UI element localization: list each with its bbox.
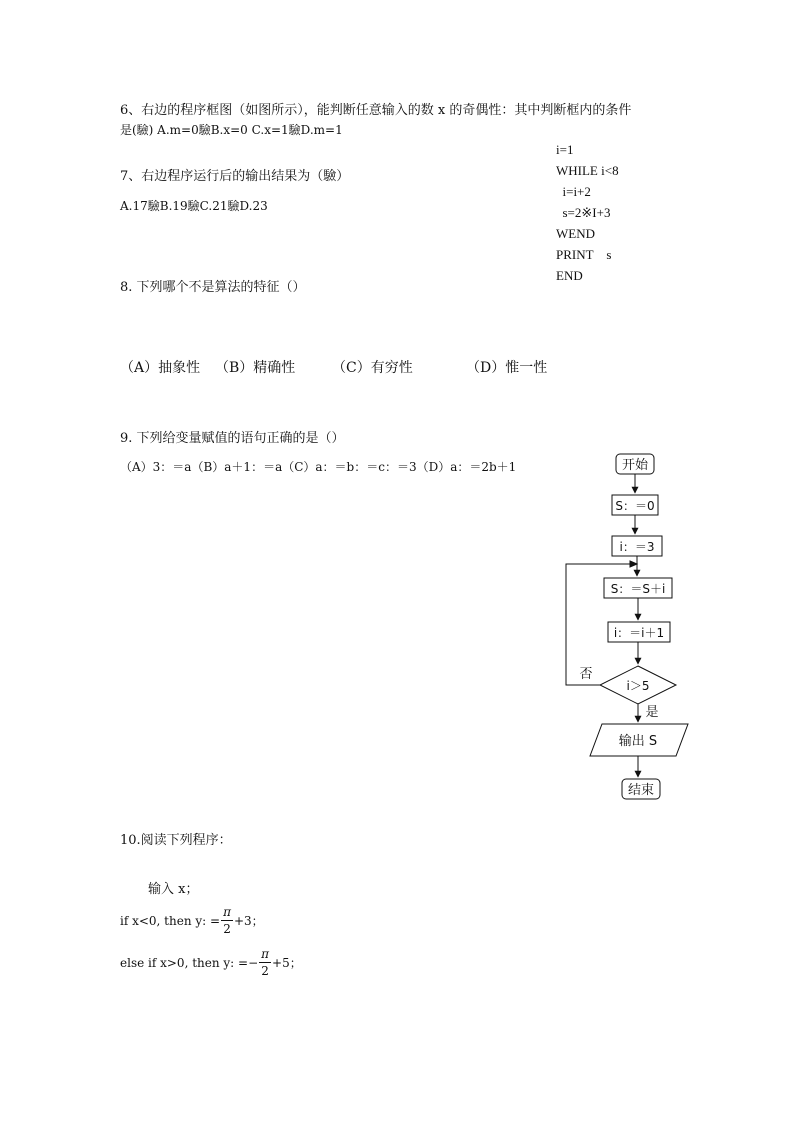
q6-line2: 是(驗) A.m=0驗B.x=0 C.x=1驗D.m=1 [120,123,343,137]
q10-if-line [120,904,264,937]
flow-no-label: 否 [579,667,593,682]
q10-else-line [120,946,302,979]
flow-update-s-label: S：＝S＋i [610,582,666,596]
flow-start-label: 开始 [621,458,649,473]
code-line: PRINT s [556,247,612,262]
flow-output-label: 输出 S [618,734,658,749]
flow-yes-label: 是 [645,705,659,720]
code-line: i=1 [556,142,574,157]
flow-update-i-label: i：＝i＋1 [613,626,665,640]
flow-condition-label: i＞5 [626,679,650,693]
code-line: i=i+2 [556,184,591,199]
code-line: s=2※I+3 [556,205,611,220]
q6-line1: 6、右边的程序框图（如图所示），能判断任意输入的数 x 的奇偶性：其中判断框内的条件 [120,103,632,118]
q10-if-suffix: +3； [233,914,264,928]
code-line: END [556,268,583,283]
fraction-numerator: π [223,905,231,919]
q9-text: 9. 下列给变量赋值的语句正确的是（） [120,431,345,446]
q8-option-a: （A）抽象性 [120,360,201,376]
q7-options: A.17驗B.19驗C.21驗D.23 [120,199,268,213]
pi-over-two-fraction [221,904,233,937]
q8-option-c: （C）有穷性 [332,360,413,376]
q10-else-prefix: else if x>0, then y: =− [120,955,259,970]
q10-if-prefix: if x<0, then y: = [120,913,221,928]
q8-text: 8. 下列哪个不是算法的特征（） [120,280,306,295]
code-line: WHILE i<8 [556,163,619,178]
q8-option-d: （D）惟一性 [466,360,548,376]
code-line: WEND [556,226,595,241]
q10-input-line: 输入 x； [148,882,199,897]
fraction-denominator: 2 [261,964,269,978]
q8-option-b: （B）精确性 [215,360,296,376]
q9-options: （A）3：＝a（B）a＋1：＝a（C）a：＝b：＝c：＝3（D）a：＝2b＋1 [120,460,517,474]
fraction-denominator: 2 [223,922,231,936]
q10-else-suffix: +5； [272,956,302,970]
pi-over-two-fraction [259,946,271,979]
fraction-numerator: π [261,947,270,961]
q10-title: 10.阅读下列程序： [120,833,232,848]
q7-text: 7、右边程序运行后的输出结果为（驗） [120,169,350,184]
flow-init-s-label: S：＝0 [615,499,655,513]
flow-init-i-label: i：＝3 [619,540,655,554]
flow-end-label: 结束 [627,783,655,798]
